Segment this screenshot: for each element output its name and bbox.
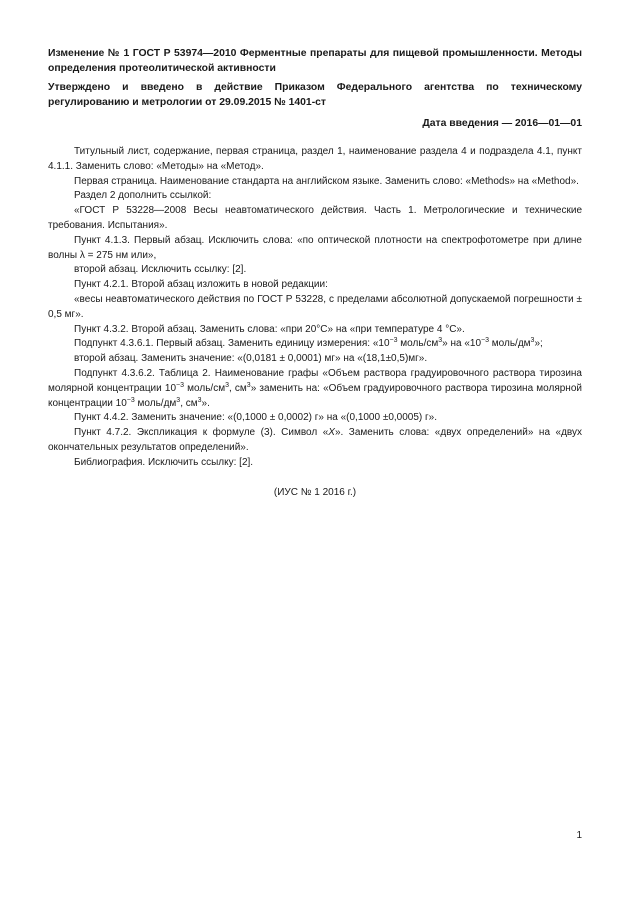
superscript: 3 bbox=[225, 381, 229, 389]
text-segment: моль/см bbox=[397, 338, 439, 350]
text-segment: , см bbox=[228, 382, 247, 394]
paragraph-2: Первая страница. Наименование стандарта на английском языке. Заменить слово: «Methods» на «Method». bbox=[74, 175, 579, 187]
text-segment: » на «10 bbox=[442, 338, 482, 350]
page-number: 1 bbox=[576, 830, 582, 841]
superscript: 3 bbox=[438, 337, 443, 345]
paragraph-1: Титульный лист, содержание, первая страница, раздел 1, наименование раздела 4 и подраздела 4.1, пункт 4.1.1. Заменить слово: «Методы» на «Метод». bbox=[48, 146, 582, 172]
paragraph-6: второй абзац. Исключить ссылку: [2]. bbox=[74, 264, 247, 276]
ius-reference: (ИУС № 1 2016 г.) bbox=[273, 486, 357, 498]
superscript: −3 bbox=[176, 381, 184, 389]
superscript: −3 bbox=[389, 337, 398, 345]
superscript: 3 bbox=[246, 381, 251, 389]
symbol-x: X bbox=[328, 427, 335, 439]
text-segment: моль/дм bbox=[134, 397, 177, 409]
paragraph-9: Пункт 4.3.2. Второй абзац. Заменить слова: «при 20°С» на «при температуре 4 °С». bbox=[74, 323, 465, 335]
paragraph-14 bbox=[48, 426, 582, 456]
text-segment: Пункт 4.7.2. Экспликация к формуле (3). Символ « bbox=[74, 427, 329, 439]
superscript: 3 bbox=[530, 337, 535, 345]
approval-statement: Утверждено и введено в действие Приказом Федерального агентства по техническому регулированию и метрологии от 29.09.2015 № 1401-ст bbox=[48, 82, 582, 108]
paragraph-4: «ГОСТ Р 53228—2008 Весы неавтоматического действия. Часть 1. Метрологические и технические требования. Испытания». bbox=[48, 205, 582, 231]
effective-date: Дата введения — 2016—01—01 bbox=[422, 118, 582, 129]
text-segment: , см bbox=[180, 397, 198, 409]
paragraph-3: Раздел 2 дополнить ссылкой: bbox=[74, 190, 212, 202]
document-page bbox=[48, 46, 582, 500]
text-segment: Подпункт 4.3.6.2. Таблица 2. Наименование графы «Объем раствора градуировочного раствора тирозина молярной концентрации 10 bbox=[48, 367, 582, 394]
text-segment: » заменить на: «Объем градуировочного раствора тирозина молярной концентрации 10 bbox=[48, 382, 582, 409]
text-segment: моль/см bbox=[184, 382, 226, 394]
paragraph-15: Библиография. Исключить ссылку: [2]. bbox=[74, 456, 254, 468]
paragraph-13: Пункт 4.4.2. Заменить значение: «(0,1000 ± 0,0002) г» на «(0,1000 ±0,0005) г». bbox=[74, 412, 438, 424]
paragraph-11: второй абзац. Заменить значение: «(0,0181 ± 0,0001) мг» на «(18,1±0,5)мг». bbox=[74, 353, 428, 365]
text-segment: моль/дм bbox=[489, 338, 531, 350]
text-segment: »; bbox=[534, 338, 543, 350]
paragraph-5: Пункт 4.1.3. Первый абзац. Исключить слова: «по оптической плотности на спектрофотометре при длине волны λ = 275 нм или», bbox=[48, 234, 582, 261]
superscript: 3 bbox=[197, 396, 202, 404]
superscript: −3 bbox=[481, 337, 490, 345]
text-segment: Подпункт 4.3.6.1. Первый абзац. Заменить единицу измерения: «10 bbox=[74, 338, 390, 350]
amendment-body bbox=[48, 145, 582, 471]
paragraph-10 bbox=[48, 337, 582, 352]
paragraph-12 bbox=[48, 367, 582, 411]
superscript: 3 bbox=[176, 396, 181, 404]
paragraph-8: «весы неавтоматического действия по ГОСТ Р 53228, с пределами абсолютной допускаемой погрешности ± 0,5 мг». bbox=[48, 293, 582, 320]
text-segment: ». bbox=[201, 397, 210, 409]
superscript: −3 bbox=[126, 396, 135, 404]
text-segment: ». Заменить слова: «двух определений» на «двух окончательных результатов определений». bbox=[48, 427, 582, 453]
paragraph-7: Пункт 4.2.1. Второй абзац изложить в новой редакции: bbox=[74, 279, 328, 291]
document-title: Изменение № 1 ГОСТ Р 53974—2010 Ферментные препараты для пищевой промышленности. Методы определения протеолитической активности bbox=[48, 48, 582, 74]
